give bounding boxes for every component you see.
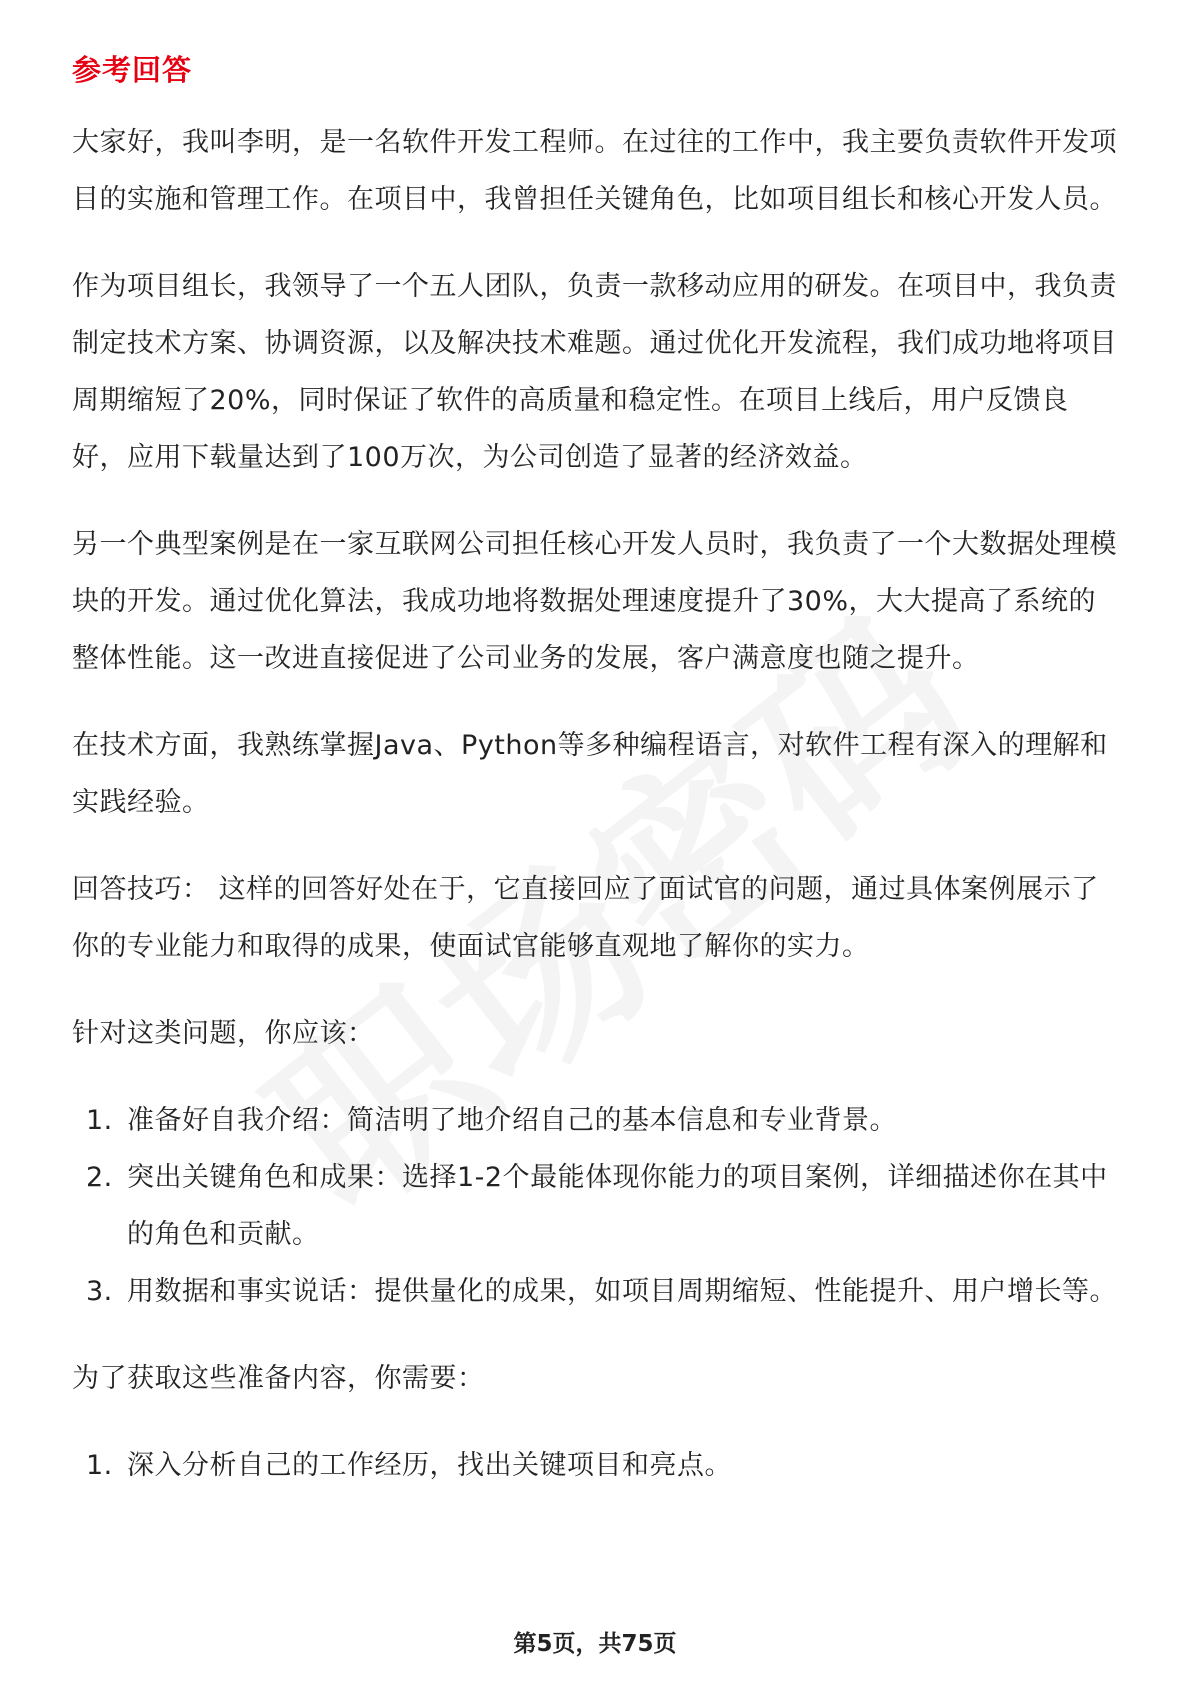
paragraph-core-dev: 另一个典型案例是在一家互联网公司担任核心开发人员时，我负责了一个大数据处理模块的开发。通过优化算法，我成功地将数据处理速度提升了30%，大大提高了系统的整体性能。这一改进直接促进了公司业务的发展，客户满意度也随之提升。 — [72, 529, 1117, 674]
list-item-text: 准备好自我介绍：简洁明了地介绍自己的基本信息和专业背景。 — [127, 1105, 897, 1136]
paragraph-intro: 大家好，我叫李明，是一名软件开发工程师。在过往的工作中，我主要负责软件开发项目的实施和管理工作。在项目中，我曾担任关键角色，比如项目组长和核心开发人员。 — [72, 127, 1117, 215]
list-number: 3. — [86, 1276, 113, 1307]
list-item-text: 深入分析自己的工作经历，找出关键项目和亮点。 — [127, 1450, 732, 1481]
paragraph-team-lead: 作为项目组长，我领导了一个五人团队，负责一款移动应用的研发。在项目中，我负责制定技术方案、协调资源，以及解决技术难题。通过优化开发流程，我们成功地将项目周期缩短了20%，同时保证了软件的高质量和稳定性。在项目上线后，用户反馈良好，应用下载量达到了100万次，为公司创造了显著的经济效益。 — [72, 271, 1117, 473]
list-number: 2. — [86, 1162, 113, 1193]
paragraph-answer-tips: 回答技巧： 这样的回答好处在于，它直接回应了面试官的问题，通过具体案例展示了你的专业能力和取得的成果，使面试官能够直观地了解你的实力。 — [72, 874, 1099, 962]
paragraph-tech-skills: 在技术方面，我熟练掌握Java、Python等多种编程语言，对软件工程有深入的理解和实践经验。 — [72, 730, 1108, 818]
main-content — [72, 48, 1122, 1524]
paragraph-should-do: 针对这类问题，你应该： — [72, 1018, 375, 1049]
list-item-text: 突出关键角色和成果：选择1-2个最能体现你能力的项目案例，详细描述你在其中的角色和贡献。 — [127, 1162, 1108, 1250]
list-item — [72, 1092, 1122, 1149]
list-item — [72, 1149, 1122, 1263]
list-item-text: 用数据和事实说话：提供量化的成果，如项目周期缩短、性能提升、用户增长等。 — [127, 1276, 1117, 1307]
list-number: 1. — [86, 1105, 113, 1136]
paragraph-prepare: 为了获取这些准备内容，你需要： — [72, 1363, 485, 1394]
advice-list — [72, 1092, 1122, 1320]
list-number: 1. — [86, 1450, 113, 1481]
prepare-list — [72, 1437, 1122, 1494]
list-item — [72, 1263, 1122, 1320]
list-item — [72, 1437, 1122, 1494]
page-number-footer: 第5页，共75页 — [513, 1631, 677, 1657]
section-title: 参考回答 — [72, 53, 193, 87]
